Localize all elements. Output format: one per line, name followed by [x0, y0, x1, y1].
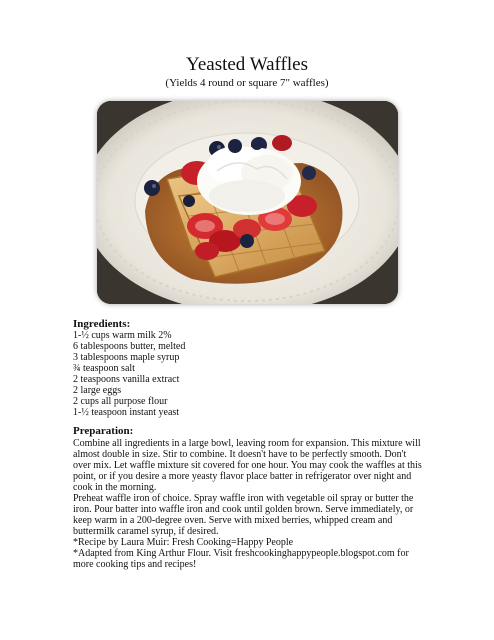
ingredients-heading: Ingredients: — [73, 318, 131, 330]
preparation-heading: Preparation: — [73, 425, 134, 437]
ingredient-item: 2 teaspoons vanilla extract — [73, 374, 180, 385]
ingredient-item: 1-½ teaspoon instant yeast — [73, 407, 180, 418]
recipe-credit: *Recipe by Laura Muir: Fresh Cooking=Happy People — [73, 537, 294, 548]
ingredient-item: ¾ teaspoon salt — [73, 363, 135, 374]
preparation-text — [73, 438, 425, 570]
ingredient-item: 3 tablespoons maple syrup — [73, 352, 180, 363]
ingredients-list — [73, 330, 185, 418]
adaptation-credit: *Adapted from King Arthur Flour. Visit freshcookinghappypeople.blogspot.com for more cooking tips and recipes! — [73, 548, 409, 570]
preparation-step-mix: Combine all ingredients in a large bowl, leaving room for expansion. This mixture will almost double in size. Stir to combine. It doesn't have to be perfectly smooth. Don't over mix. Let waffle mixture sit covered for one hour. You may cook the waffles at this point, or if you desire a more yeasty flavor place batter in refrigerator over night and cook in the morning. — [73, 438, 422, 493]
recipe-yield: (Yields 4 round or square 7" waffles) — [165, 77, 329, 89]
ingredient-item: 1-½ cups warm milk 2% — [73, 330, 172, 341]
preparation-step-cook: Preheat waffle iron of choice. Spray waffle iron with vegetable oil spray or butter the iron. Pour batter into waffle iron and cook until golden brown. Serve immediately, or keep warm in a 200-degree oven. Serve with mixed berries, whipped cream and buttermilk caramel syrup, if desired. — [73, 493, 414, 537]
ingredient-item: 2 cups all purpose flour — [73, 396, 168, 407]
ingredient-item: 2 large eggs — [73, 385, 122, 396]
waffle-photo — [97, 101, 398, 304]
ingredient-item: 6 tablespoons butter, melted — [73, 341, 186, 352]
recipe-title: Yeasted Waffles — [186, 54, 308, 75]
waffle-illustration — [97, 101, 398, 304]
